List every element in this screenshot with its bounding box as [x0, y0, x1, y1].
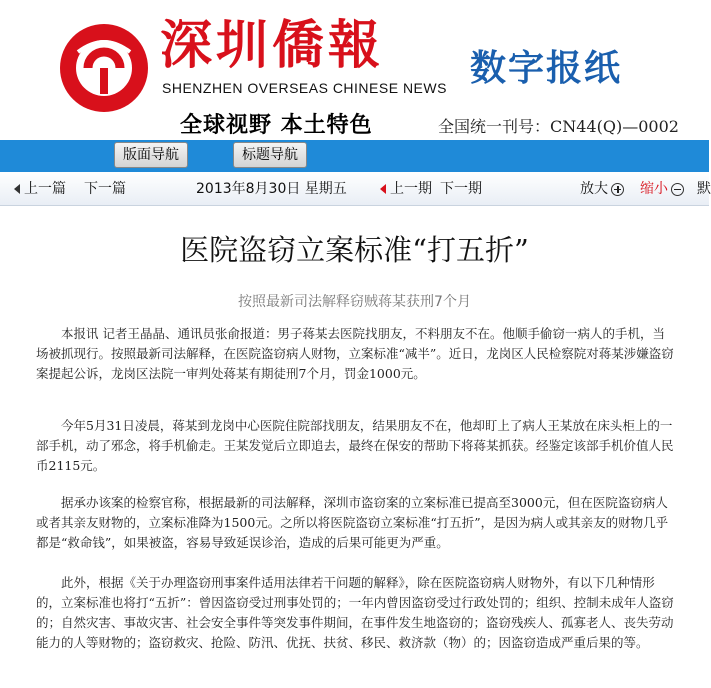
default-size-button[interactable]: 默: [697, 181, 711, 197]
article-paragraph: 据承办该案的检察官称，根据最新的司法解释，深圳市盗窃案的立案标准已提高至3000元，但在医院盗窃病人或者其亲友财物的，立案标准降为1500元。之所以将医院盗窃立案标准“打五折”，是因为病人或其亲友的财物几乎都是“救命钱”，如果被盗，容易导致延误诊治，造成的后果可能更为严重。: [36, 495, 669, 550]
left-arrow-icon: [380, 184, 386, 194]
slogan: 全球视野 本土特色: [180, 112, 373, 138]
minus-icon: [671, 183, 684, 196]
digital-newspaper-title: 数字报纸: [470, 48, 623, 89]
article-paragraph: 本报讯 记者王晶晶、通讯员张俞报道：男子蒋某去医院找朋友，不料朋友不在。他顺手偷窃一病人的手机，当场被抓现行。按照最新司法解释，在医院盗窃病人财物，立案标准“减半”。近日，龙岗区人民检察院对蒋某涉嫌盗窃案提起公诉，龙岗区法院一审判处蒋某有期徒刑7个月，罚金1000元。: [36, 326, 674, 381]
issue-date: 2013年8月30日 星期五: [196, 181, 347, 197]
title-nav-button[interactable]: 标题导航: [233, 142, 307, 168]
zoom-in-label: 放大: [580, 181, 608, 197]
plus-icon: [611, 183, 624, 196]
paper-name-english: SHENZHEN OVERSEAS CHINESE NEWS: [162, 80, 447, 96]
previous-article-link[interactable]: [14, 180, 66, 198]
article-headline: 医院盗窃立案标准“打五折”: [180, 233, 529, 267]
previous-article-label: 上一篇: [24, 181, 66, 197]
article-subheadline: 按照最新司法解释窃贼蒋某获刑7个月: [238, 294, 471, 310]
next-issue-link[interactable]: 下一期: [440, 181, 482, 197]
zoom-in-button[interactable]: [580, 180, 624, 198]
zoom-out-button[interactable]: [640, 180, 684, 198]
navigation-band: [0, 140, 709, 172]
layout-nav-button[interactable]: 版面导航: [114, 142, 188, 168]
next-article-link[interactable]: 下一篇: [84, 181, 126, 197]
masthead: [0, 0, 709, 140]
previous-issue-link[interactable]: [380, 180, 432, 198]
zoom-out-label: 缩小: [640, 181, 668, 197]
paper-name: 深圳僑報: [160, 15, 385, 76]
article-paragraph: 今年5月31日凌晨，蒋某到龙岗中心医院住院部找朋友，结果朋友不在，他却盯上了病人王某放在床头柜上的一部手机，动了邪念，将手机偷走。王某发觉后立即追去，最终在保安的帮助下将蒋某抓获。经鉴定该部手机价值人民币2115元。: [36, 418, 674, 473]
left-arrow-icon: [14, 184, 20, 194]
article-paragraph: 此外，根据《关于办理盗窃刑事案件适用法律若干问题的解释》，除在医院盗窃病人财物外，有以下几种情形的，立案标准也将打“五折”：曾因盗窃受过刑事处罚的；一年内曾因盗窃受过行政处罚的；组织、控制未成年人盗窃的；自然灾害、事故灾害、社会安全事件等突发事件期间，在事件发生地盗窃的；盗窃残疾人、孤寡老人、丧失劳动能力的人等财物的；盗窃救灾、抢险、防汛、优抚、扶贫、移民、救济款（物）的；因盗窃造成严重后果的等。: [36, 575, 674, 650]
newspaper-logo-icon: [58, 22, 150, 114]
date-toolbar: [0, 172, 709, 206]
issn-number: 全国统一刊号：CN44(Q)—0002: [438, 117, 679, 136]
article: [0, 206, 709, 688]
previous-issue-label: 上一期: [390, 181, 432, 197]
